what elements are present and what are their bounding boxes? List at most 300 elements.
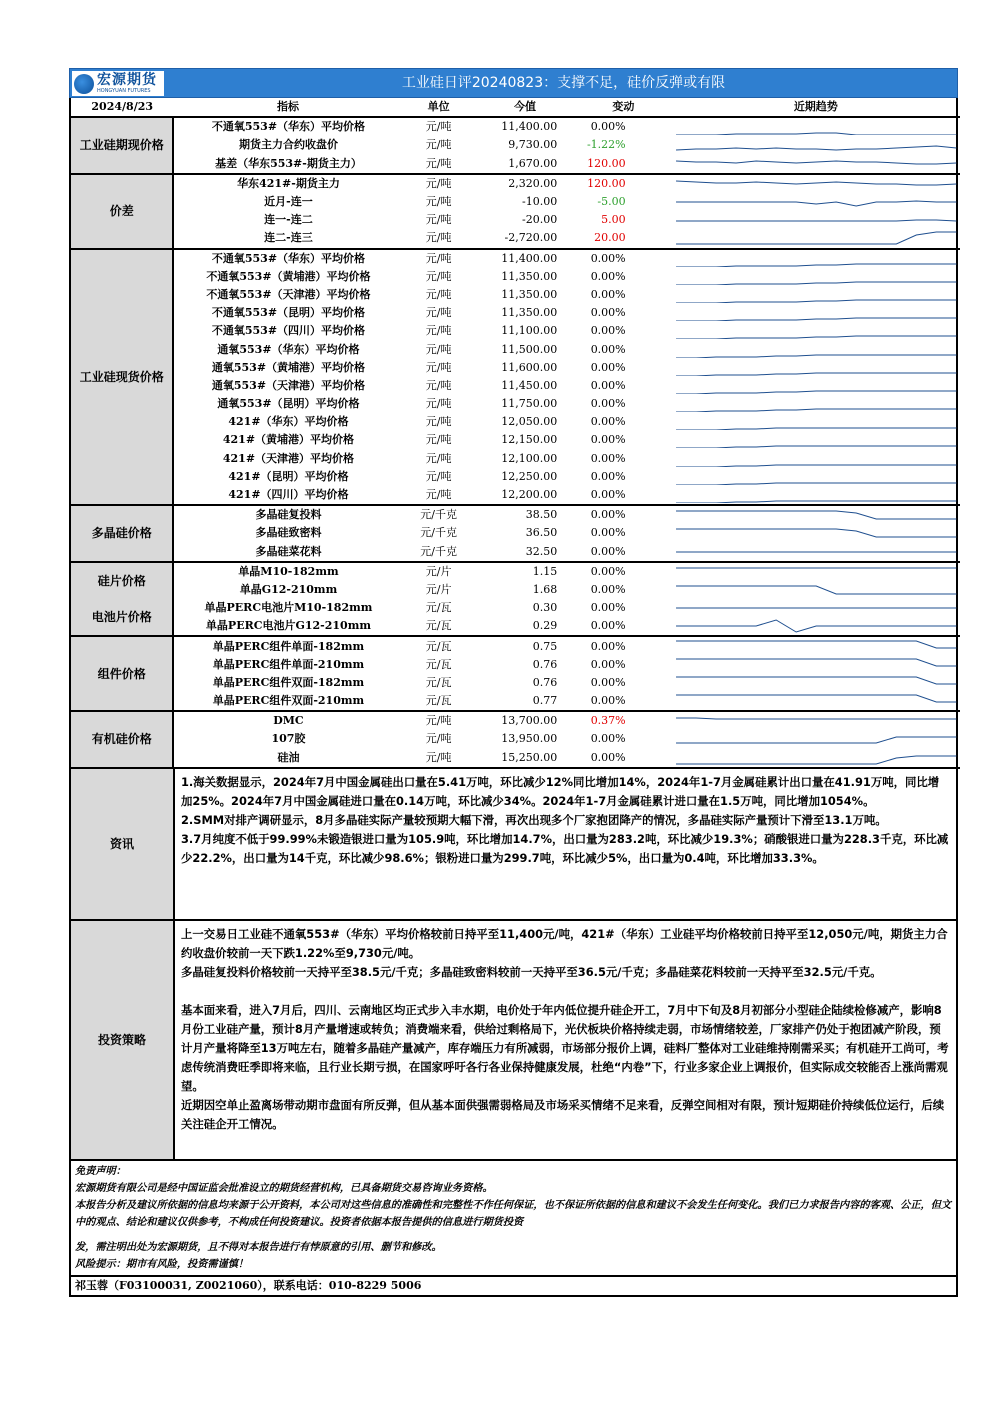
trend-sparkline: [672, 229, 960, 248]
value-cell: 2,320.00: [508, 176, 558, 190]
value-cell: 0.75: [532, 639, 558, 653]
trend-sparkline: [672, 543, 960, 562]
indicator-name: 多晶硅复投料: [255, 508, 322, 522]
trend-sparkline: [672, 359, 960, 377]
sparkline-line: [676, 232, 956, 244]
unit-cell: 元/吨: [425, 397, 452, 411]
unit-cell: 元/吨: [425, 378, 452, 392]
table-row: [71, 304, 960, 322]
table-row: [71, 229, 960, 248]
indicator-name: 不通氧553#（昆明）平均价格: [211, 306, 366, 320]
report-page: [69, 68, 958, 1297]
indicator-name: 单晶PERC电池片G12-210mm: [173, 617, 402, 636]
sparkline-chart: [674, 414, 958, 430]
strategy-paragraph: [181, 982, 950, 1001]
unit-cell: 元/千克: [402, 543, 474, 562]
trend-sparkline: [672, 692, 960, 711]
sparkline-line: [676, 465, 956, 467]
sparkline-chart: [674, 432, 958, 448]
value-cell: 11,400.00: [501, 251, 558, 265]
trend-sparkline: [672, 322, 960, 340]
unit-cell: 元/吨: [402, 749, 474, 768]
change-cell: 0.00%: [575, 692, 671, 711]
table-row: [71, 249, 960, 268]
trend-sparkline: [672, 450, 960, 468]
unit-cell: 元/千克: [420, 526, 457, 540]
unit-cell: 元/吨: [425, 415, 452, 429]
sparkline-line: [676, 529, 956, 537]
col-unit: 单位: [402, 98, 474, 117]
value-cell: 1.68: [532, 582, 558, 596]
trend-sparkline: [672, 674, 960, 692]
table-row: [71, 359, 960, 377]
table-row: [71, 692, 960, 711]
unit-cell: 元/吨: [402, 229, 474, 248]
report-date: 2024/8/23: [71, 98, 173, 117]
value-cell: 11,350.00: [501, 287, 558, 301]
category-label: 组件价格: [71, 636, 173, 711]
unit-cell: 元/吨: [425, 251, 452, 265]
sparkline-line: [676, 511, 956, 519]
category-label: 电池片价格: [71, 599, 173, 636]
category-label: 工业硅现货价格: [71, 249, 173, 506]
trend-sparkline: [672, 486, 960, 505]
unit-cell: 元/吨: [425, 213, 452, 227]
change-cell: 20.00: [575, 229, 671, 248]
table-row: [71, 431, 960, 449]
sparkline-line: [676, 641, 956, 648]
trend-sparkline: [672, 599, 960, 617]
company-logo: [72, 71, 164, 96]
analyst-contact: 祁玉蓉（F03100031, Z0021060），联系电话：010-8229 5006: [69, 1277, 958, 1297]
trend-sparkline: [672, 193, 960, 211]
sparkline-chart: [674, 544, 958, 560]
unit-cell: 元/瓦: [402, 692, 474, 711]
sparkline-chart: [674, 451, 958, 467]
sparkline-line: [676, 409, 956, 412]
sparkline-chart: [674, 731, 958, 747]
trend-sparkline: [672, 581, 960, 599]
strategy-paragraph: 多晶硅复投料价格较前一天持平至38.5元/千克；多晶硅致密料较前一天持平至36.5元/千克；多晶硅菜花料较前一天持平至32.5元/千克。: [181, 964, 882, 979]
table-row: [71, 636, 960, 655]
strategy-paragraph: 上一交易日工业硅不通氧553#（华东）平均价格较前日持平至11,400元/吨，421#（华东）工业硅平均价格较前日持平至12,050元/吨，期货主力合约收盘价较前一天下跌1.22%至9,730元/吨。: [181, 926, 948, 960]
change-cell: 5.00: [601, 213, 626, 227]
col-trend: 近期趋势: [672, 98, 960, 117]
change-cell: 120.00: [587, 176, 626, 190]
indicator-name: 单晶PERC组件双面-210mm: [173, 692, 402, 711]
unit-cell: 元/吨: [425, 324, 452, 338]
unit-cell: 元/吨: [425, 287, 452, 301]
value-cell: 11,750.00: [501, 397, 558, 411]
change-cell: 0.00%: [590, 469, 626, 483]
trend-sparkline: [672, 155, 960, 174]
value-cell: 0.77: [475, 692, 575, 711]
table-row: [71, 450, 960, 468]
table-row: [71, 174, 960, 193]
value-cell: 0.76: [532, 675, 558, 689]
disclaimer-line: 发，需注明出处为宏源期货，且不得对本报告进行有悖原意的引用、删节和修改。: [75, 1240, 442, 1253]
trend-sparkline: [672, 524, 960, 542]
sparkline-chart: [674, 469, 958, 485]
disclaimer-line: 宏源期货有限公司是经中国证监会批准设立的期货经营机构，已具备期货交易咨询业务资格。: [75, 1181, 493, 1194]
indicator-name: 基差（华东553#-期货主力）: [173, 155, 402, 174]
indicator-name: 不通氧553#（天津港）平均价格: [206, 287, 371, 301]
category-label: 工业硅期现价格: [71, 117, 173, 174]
sparkline-line: [676, 181, 956, 185]
trend-sparkline: [672, 304, 960, 322]
sparkline-chart: [674, 251, 958, 267]
trend-sparkline: [672, 340, 960, 358]
change-cell: -5.00: [597, 195, 626, 209]
trend-sparkline: [672, 617, 960, 636]
indicator-name: 不通氧553#（四川）平均价格: [211, 324, 366, 338]
indicator-name: 421#（天津港）平均价格: [222, 451, 355, 465]
table-row: [71, 193, 960, 211]
value-cell: 13,700.00: [501, 714, 558, 728]
value-cell: 38.50: [525, 508, 558, 522]
table-row: [71, 749, 960, 768]
trend-sparkline: [672, 268, 960, 286]
sparkline-line: [676, 483, 956, 485]
news-section: [69, 769, 958, 921]
trend-sparkline: [672, 413, 960, 431]
table-row: [71, 286, 960, 304]
sparkline-line: [676, 300, 956, 303]
table-row: [71, 211, 960, 229]
strategy-label: 投资策略: [71, 921, 175, 1159]
unit-cell: 元/千克: [420, 508, 457, 522]
indicator-name: 通氧553#（华东）平均价格: [217, 342, 360, 356]
change-cell: 0.00%: [590, 508, 626, 522]
unit-cell: 元/瓦: [425, 675, 452, 689]
news-paragraph: 3.7月纯度不低于99.99%未锻造银进口量为105.9吨，环比增加14.7%，出口量为283.2吨，环比减少19.3%；硝酸银进口量为228.3千克，环比减少22.2%，出口量为14千克，环比减少98.6%；银粉进口量为299.7吨，环比减少5%，出口量为0.4吨，环比增加33.3%。: [181, 831, 949, 865]
change-cell: 0.00%: [590, 433, 626, 447]
indicator-name: 421#（昆明）平均价格: [228, 469, 349, 483]
indicator-name: 不通氧553#（华东）平均价格: [211, 120, 366, 134]
unit-cell: 元/吨: [425, 732, 452, 746]
strategy-body: [175, 921, 956, 1159]
sparkline-line: [676, 737, 956, 743]
table-row: [71, 543, 960, 562]
trend-sparkline: [672, 249, 960, 268]
value-cell: 11,350.00: [501, 269, 558, 283]
sparkline-chart: [674, 600, 958, 616]
disclaimer: [69, 1161, 958, 1277]
unit-cell: 元/瓦: [425, 601, 452, 615]
unit-cell: 元/片: [425, 582, 452, 596]
change-cell: 0.37%: [590, 714, 626, 728]
change-cell: 0.00%: [590, 360, 626, 374]
change-cell: 0.00%: [590, 251, 626, 265]
sparkline-chart: [674, 360, 958, 376]
value-cell: 1,670.00: [475, 155, 575, 174]
col-change: 变动: [575, 98, 671, 117]
sparkline-chart: [674, 342, 958, 358]
unit-cell: 元/吨: [425, 469, 452, 483]
news-paragraph: 1.海关数据显示，2024年7月中国金属硅出口量在5.41万吨，环比减少12%同比增加14%，2024年1-7月金属硅累计出口量在41.91万吨，同比增加25%。2024年7月中国金属硅进口量在0.14万吨，环比减少34%。2024年1-7月金属硅累计进口量在1.5万吨，同比增加1054%。: [181, 774, 940, 808]
table-row: [71, 155, 960, 174]
sparkline-line: [676, 677, 956, 684]
table-row: [71, 136, 960, 154]
indicator-name: 421#（四川）平均价格: [173, 486, 402, 505]
indicator-name: 421#（华东）平均价格: [228, 415, 349, 429]
sparkline-chart: [674, 230, 958, 246]
category-label: 多晶硅价格: [71, 505, 173, 562]
value-cell: 12,150.00: [501, 433, 558, 447]
strategy-section: [69, 921, 958, 1161]
trend-sparkline: [672, 656, 960, 674]
trend-sparkline: [672, 136, 960, 154]
indicator-name: 单晶PERC组件单面-210mm: [212, 657, 365, 671]
value-cell: 0.29: [475, 617, 575, 636]
sparkline-chart: [674, 176, 958, 192]
value-cell: 11,100.00: [501, 324, 558, 338]
change-cell: 0.00%: [590, 601, 626, 615]
unit-cell: 元/吨: [425, 269, 452, 283]
logo-icon: [74, 74, 94, 94]
disclaimer-line: 风险提示：期市有风险，投资需谨慎！: [75, 1257, 249, 1270]
change-cell: 0.00%: [590, 397, 626, 411]
sparkline-chart: [674, 693, 958, 709]
sparkline-chart: [674, 564, 958, 580]
table-row: [71, 711, 960, 730]
category-label: 价差: [71, 174, 173, 249]
trend-sparkline: [672, 468, 960, 486]
indicator-name: 连二-连三: [173, 229, 402, 248]
value-cell: 12,050.00: [501, 415, 558, 429]
sparkline-chart: [674, 618, 958, 634]
sparkline-chart: [674, 639, 958, 655]
change-cell: 0.00%: [590, 324, 626, 338]
sparkline-line: [676, 264, 956, 267]
unit-cell: 元/吨: [425, 195, 452, 209]
sparkline-line: [676, 201, 956, 206]
trend-sparkline: [672, 377, 960, 395]
change-cell: 0.00%: [575, 543, 671, 562]
sparkline-line: [676, 428, 956, 430]
change-cell: 0.00%: [575, 749, 671, 768]
logo-en-text: HONGYUAN FUTURES: [97, 88, 151, 94]
strategy-paragraph: 基本面来看，进入7月后，四川、云南地区均正式步入丰水期，电价处于年内低位提升硅企开工，7月中下旬及8月初部分小型硅企陆续检修减产，影响8月份工业硅产量，预计8月产量增速或转负；消费端来看，供给过剩格局下，光伏板块价格持续走弱，市场情绪较差，厂家排产仍处于抱团减产阶段，预计月产量将降至13万吨左右，随着多晶硅产量减产，库存端压力有所减弱，市场部分报价上调，硅料厂整体对工业硅维持刚需采买；有机硅开工尚可，考虑传统消费旺季即将来临，且行业长期亏损，在国家呼吁各行各业保持健康发展，杜绝“内卷”下，行业多家企业上调报价，但实际成交较能否上涨尚需观望。: [181, 1002, 949, 1093]
strategy-paragraph: 近期因空单止盈离场带动期市盘面有所反弹，但从基本面供强需弱格局及市场采买情绪不足来看，反弹空间相对有限，预计短期硅价持续低位运行，后续关注硅企开工情况。: [181, 1097, 945, 1131]
trend-sparkline: [672, 562, 960, 581]
indicator-name: 多晶硅致密料: [255, 526, 322, 540]
change-cell: 0.00%: [590, 451, 626, 465]
change-cell: 0.00%: [575, 617, 671, 636]
change-cell: 0.00%: [590, 269, 626, 283]
indicator-name: 近月-连一: [264, 195, 313, 209]
value-cell: 11,400.00: [501, 120, 558, 134]
table-row: [71, 581, 960, 599]
unit-cell: 元/吨: [425, 138, 452, 152]
value-cell: 0.76: [532, 657, 558, 671]
sparkline-chart: [674, 137, 958, 153]
table-row: [71, 413, 960, 431]
indicator-name: 不通氧553#（黄埔港）平均价格: [206, 269, 371, 283]
news-body: [175, 769, 956, 919]
sparkline-line: [676, 620, 956, 632]
change-cell: 0.00%: [590, 639, 626, 653]
unit-cell: 元/吨: [425, 306, 452, 320]
indicator-name: DMC: [273, 714, 304, 728]
unit-cell: 元/瓦: [425, 639, 452, 653]
value-cell: 12,250.00: [501, 469, 558, 483]
sparkline-chart: [674, 323, 958, 339]
sparkline-line: [676, 355, 956, 358]
sparkline-chart: [674, 487, 958, 503]
unit-cell: 元/吨: [425, 176, 452, 190]
sparkline-line: [676, 373, 956, 376]
value-cell: 9,730.00: [508, 138, 558, 152]
indicator-name: 不通氧553#（华东）平均价格: [211, 251, 366, 265]
trend-sparkline: [672, 749, 960, 768]
table-row: [71, 599, 960, 617]
sparkline-line: [676, 336, 956, 339]
change-cell: 0.00%: [590, 306, 626, 320]
trend-sparkline: [672, 636, 960, 655]
disclaimer-title: 免责声明：: [75, 1164, 126, 1177]
change-cell: -1.22%: [586, 138, 626, 152]
sparkline-chart: [674, 525, 958, 541]
change-cell: 0.00%: [590, 120, 626, 134]
value-cell: 0.30: [532, 601, 558, 615]
indicator-name: 单晶G12-210mm: [239, 582, 338, 596]
change-cell: 0.00%: [590, 415, 626, 429]
col-indicator: 指标: [173, 98, 402, 117]
indicator-name: 单晶PERC组件单面-182mm: [212, 639, 365, 653]
trend-sparkline: [672, 174, 960, 193]
sparkline-chart: [674, 507, 958, 523]
sparkline-line: [676, 161, 956, 164]
change-cell: 0.00%: [590, 342, 626, 356]
sparkline-chart: [674, 119, 958, 135]
change-cell: 0.00%: [590, 526, 626, 540]
sparkline-chart: [674, 396, 958, 412]
sparkline-line: [676, 391, 956, 394]
unit-cell: 元/吨: [425, 120, 452, 134]
value-cell: 15,250.00: [475, 749, 575, 768]
unit-cell: 元/吨: [402, 155, 474, 174]
sparkline-chart: [674, 582, 958, 598]
change-cell: 0.00%: [575, 486, 671, 505]
indicator-name: 通氧553#（黄埔港）平均价格: [211, 360, 366, 374]
table-row: [71, 524, 960, 542]
trend-sparkline: [672, 286, 960, 304]
unit-cell: 元/片: [425, 564, 452, 578]
trend-sparkline: [672, 395, 960, 413]
sparkline-chart: [674, 287, 958, 303]
value-cell: 1.15: [532, 564, 558, 578]
table-row: [71, 505, 960, 524]
unit-cell: 元/瓦: [402, 617, 474, 636]
indicator-name: 通氧553#（昆明）平均价格: [217, 397, 360, 411]
category-label: 硅片价格: [71, 562, 173, 599]
indicator-name: 期货主力合约收盘价: [238, 138, 338, 152]
sparkline-chart: [674, 212, 958, 228]
sparkline-chart: [674, 194, 958, 210]
table-header-row: [71, 98, 960, 117]
report-header: [69, 68, 958, 98]
sparkline-line: [676, 318, 956, 321]
sparkline-line: [676, 220, 956, 221]
sparkline-line: [676, 501, 956, 503]
sparkline-line: [676, 446, 956, 448]
change-cell: 120.00: [575, 155, 671, 174]
unit-cell: 元/瓦: [425, 657, 452, 671]
trend-sparkline: [672, 117, 960, 136]
change-cell: 0.00%: [590, 287, 626, 301]
sparkline-chart: [674, 378, 958, 394]
price-table: [71, 98, 960, 769]
trend-sparkline: [672, 711, 960, 730]
indicator-name: 单晶M10-182mm: [238, 564, 339, 578]
sparkline-line: [676, 756, 956, 764]
value-cell: 11,450.00: [501, 378, 558, 392]
category-label: 有机硅价格: [71, 711, 173, 768]
sparkline-line: [676, 695, 956, 702]
sparkline-line: [676, 282, 956, 285]
sparkline-line: [676, 133, 956, 135]
indicator-name: 连一-连二: [264, 213, 313, 227]
change-cell: 0.00%: [590, 378, 626, 392]
sparkline-chart: [674, 269, 958, 285]
logo-cn-text: 宏源期货: [97, 72, 157, 88]
trend-sparkline: [672, 505, 960, 524]
change-cell: 0.00%: [590, 657, 626, 671]
trend-sparkline: [672, 431, 960, 449]
indicator-name: 硅油: [173, 749, 402, 768]
indicator-name: 单晶PERC组件双面-182mm: [212, 675, 365, 689]
sparkline-chart: [674, 156, 958, 172]
change-cell: 0.00%: [590, 564, 626, 578]
value-cell: -2,720.00: [475, 229, 575, 248]
value-cell: -20.00: [522, 213, 558, 227]
indicator-name: 华东421#-期货主力: [237, 176, 340, 190]
table-row: [71, 562, 960, 581]
table-row: [71, 340, 960, 358]
indicator-name: 107胶: [271, 732, 306, 746]
change-cell: 0.00%: [590, 675, 626, 689]
value-cell: 13,950.00: [501, 732, 558, 746]
indicator-name: 多晶硅菜花料: [173, 543, 402, 562]
news-paragraph: 2.SMM对排产调研显示，8月多晶硅实际产量较预期大幅下滑，再次出现多个厂家抱团降产的情况，多晶硅实际产量预计下滑至13.1万吨。: [181, 812, 887, 827]
table-row: [71, 395, 960, 413]
sparkline-chart: [674, 713, 958, 729]
sparkline-chart: [674, 750, 958, 766]
table-row: [71, 468, 960, 486]
value-cell: 11,350.00: [501, 306, 558, 320]
value-cell: 32.50: [475, 543, 575, 562]
value-cell: 11,600.00: [501, 360, 558, 374]
sparkline-line: [676, 718, 956, 719]
value-cell: -10.00: [522, 195, 558, 209]
table-row: [71, 674, 960, 692]
unit-cell: 元/吨: [425, 433, 452, 447]
indicator-name: 单晶PERC电池片M10-182mm: [204, 601, 373, 615]
unit-cell: 元/吨: [425, 451, 452, 465]
table-row: [71, 486, 960, 505]
sparkline-line: [676, 659, 956, 666]
value-cell: 11,500.00: [501, 342, 558, 356]
indicator-name: 通氧553#（天津港）平均价格: [211, 378, 366, 392]
unit-cell: 元/吨: [402, 486, 474, 505]
col-value: 今值: [475, 98, 575, 117]
sparkline-chart: [674, 657, 958, 673]
table-row: [71, 730, 960, 748]
unit-cell: 元/吨: [425, 360, 452, 374]
trend-sparkline: [672, 730, 960, 748]
trend-sparkline: [672, 211, 960, 229]
